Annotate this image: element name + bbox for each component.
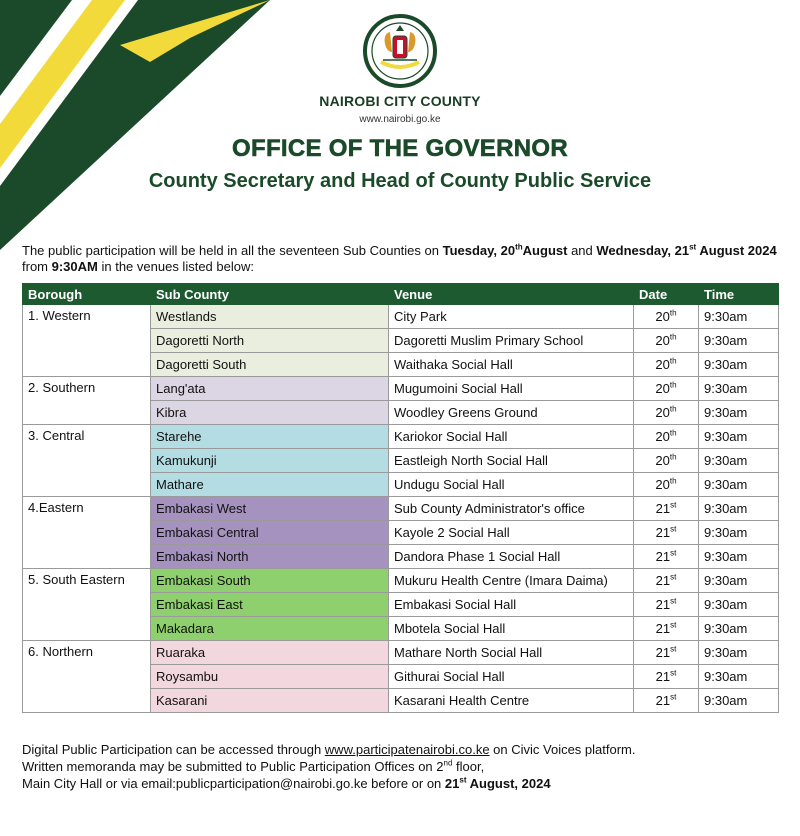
borough-cell: 4.Eastern (23, 497, 151, 569)
date-cell: 20th (634, 377, 699, 401)
table-row (23, 641, 779, 665)
borough-cell: 6. Northern (23, 641, 151, 713)
venue-cell: Dagoretti Muslim Primary School (389, 329, 634, 353)
time-cell: 9:30am (699, 377, 779, 401)
venue-cell: Mathare North Social Hall (389, 641, 634, 665)
date-cell: 21st (634, 641, 699, 665)
time-cell: 9:30am (699, 473, 779, 497)
time-cell: 9:30am (699, 305, 779, 329)
county-name: NAIROBI CITY COUNTY (319, 93, 481, 109)
header-venue: Venue (389, 284, 634, 305)
venue-cell: Kasarani Health Centre (389, 689, 634, 713)
county-website: www.nairobi.go.ke (359, 114, 441, 125)
header-borough: Borough (23, 284, 151, 305)
sub-county-cell: Roysambu (151, 665, 389, 689)
time-cell: 9:30am (699, 641, 779, 665)
sub-county-cell: Ruaraka (151, 641, 389, 665)
venue-cell: Mugumoini Social Hall (389, 377, 634, 401)
venue-cell: Kayole 2 Social Hall (389, 521, 634, 545)
borough-cell: 1. Western (23, 305, 151, 377)
venue-cell: Sub County Administrator's office (389, 497, 634, 521)
time-cell: 9:30am (699, 521, 779, 545)
time-cell: 9:30am (699, 449, 779, 473)
date-cell: 20th (634, 353, 699, 377)
date-cell: 21st (634, 617, 699, 641)
sub-county-cell: Embakasi Central (151, 521, 389, 545)
sub-county-cell: Embakasi North (151, 545, 389, 569)
sub-county-cell: Dagoretti South (151, 353, 389, 377)
header-sub-county: Sub County (151, 284, 389, 305)
time-cell: 9:30am (699, 425, 779, 449)
sub-county-cell: Embakasi East (151, 593, 389, 617)
footer-line-email: Main City Hall or via email:publicparticipation@nairobi.go.ke before or on 21st August, 2024 (22, 775, 551, 791)
header-time: Time (699, 284, 779, 305)
sub-county-cell: Lang'ata (151, 377, 389, 401)
office-title: OFFICE OF THE GOVERNOR (232, 135, 568, 162)
date-cell: 21st (634, 521, 699, 545)
time-cell: 9:30am (699, 569, 779, 593)
borough-cell: 3. Central (23, 425, 151, 497)
time-cell: 9:30am (699, 617, 779, 641)
venue-cell: Woodley Greens Ground (389, 401, 634, 425)
table-header-row (23, 284, 779, 305)
venue-cell: Undugu Social Hall (389, 473, 634, 497)
time-cell: 9:30am (699, 665, 779, 689)
table-row (23, 569, 779, 593)
table-row (23, 497, 779, 521)
intro-paragraph: The public participation will be held in all the seventeen Sub Counties on Tuesday, 20thAugust and Wednesday, 21st August 2024 from 9:30AM in the venues listed below: (22, 242, 777, 274)
sub-county-cell: Mathare (151, 473, 389, 497)
office-subtitle: County Secretary and Head of County Public Service (148, 170, 652, 192)
nairobi-coat-of-arms-icon (363, 14, 437, 88)
sub-county-cell: Kamukunji (151, 449, 389, 473)
footer-line-memoranda: Written memoranda may be submitted to Public Participation Offices on 2nd floor, (22, 758, 485, 774)
date-cell: 21st (634, 665, 699, 689)
footer-line-digital: Digital Public Participation can be accessed through www.participatenairobi.co.ke on Civic Voices platform. (22, 742, 636, 757)
date-cell: 21st (634, 569, 699, 593)
date-cell: 21st (634, 689, 699, 713)
venue-cell: Embakasi Social Hall (389, 593, 634, 617)
sub-county-cell: Kibra (151, 401, 389, 425)
county-logo (363, 14, 437, 88)
table-row (23, 425, 779, 449)
borough-cell: 5. South Eastern (23, 569, 151, 641)
header-date: Date (634, 284, 699, 305)
sub-county-cell: Westlands (151, 305, 389, 329)
time-cell: 9:30am (699, 353, 779, 377)
sub-county-cell: Embakasi South (151, 569, 389, 593)
venue-cell: Kariokor Social Hall (389, 425, 634, 449)
sub-county-cell: Starehe (151, 425, 389, 449)
time-cell: 9:30am (699, 689, 779, 713)
table-row (23, 305, 779, 329)
time-cell: 9:30am (699, 545, 779, 569)
venues-table (22, 283, 779, 713)
venue-cell: Githurai Social Hall (389, 665, 634, 689)
time-cell: 9:30am (699, 497, 779, 521)
time-cell: 9:30am (699, 593, 779, 617)
date-cell: 21st (634, 545, 699, 569)
date-cell: 20th (634, 329, 699, 353)
venue-cell: Waithaka Social Hall (389, 353, 634, 377)
venue-cell: Mbotela Social Hall (389, 617, 634, 641)
venue-cell: Eastleigh North Social Hall (389, 449, 634, 473)
venue-cell: Mukuru Health Centre (Imara Daima) (389, 569, 634, 593)
date-cell: 20th (634, 425, 699, 449)
date-cell: 21st (634, 593, 699, 617)
time-cell: 9:30am (699, 401, 779, 425)
decorative-corner-stripes (0, 0, 300, 260)
date-cell: 21st (634, 497, 699, 521)
borough-cell: 2. Southern (23, 377, 151, 425)
date-cell: 20th (634, 401, 699, 425)
date-cell: 20th (634, 305, 699, 329)
date-cell: 20th (634, 449, 699, 473)
venue-cell: City Park (389, 305, 634, 329)
sub-county-cell: Kasarani (151, 689, 389, 713)
venue-cell: Dandora Phase 1 Social Hall (389, 545, 634, 569)
sub-county-cell: Embakasi West (151, 497, 389, 521)
footer-notes (22, 741, 782, 792)
participation-link[interactable]: www.participatenairobi.co.ke (324, 742, 490, 757)
date-cell: 20th (634, 473, 699, 497)
sub-county-cell: Dagoretti North (151, 329, 389, 353)
sub-county-cell: Makadara (151, 617, 389, 641)
table-row (23, 377, 779, 401)
time-cell: 9:30am (699, 329, 779, 353)
